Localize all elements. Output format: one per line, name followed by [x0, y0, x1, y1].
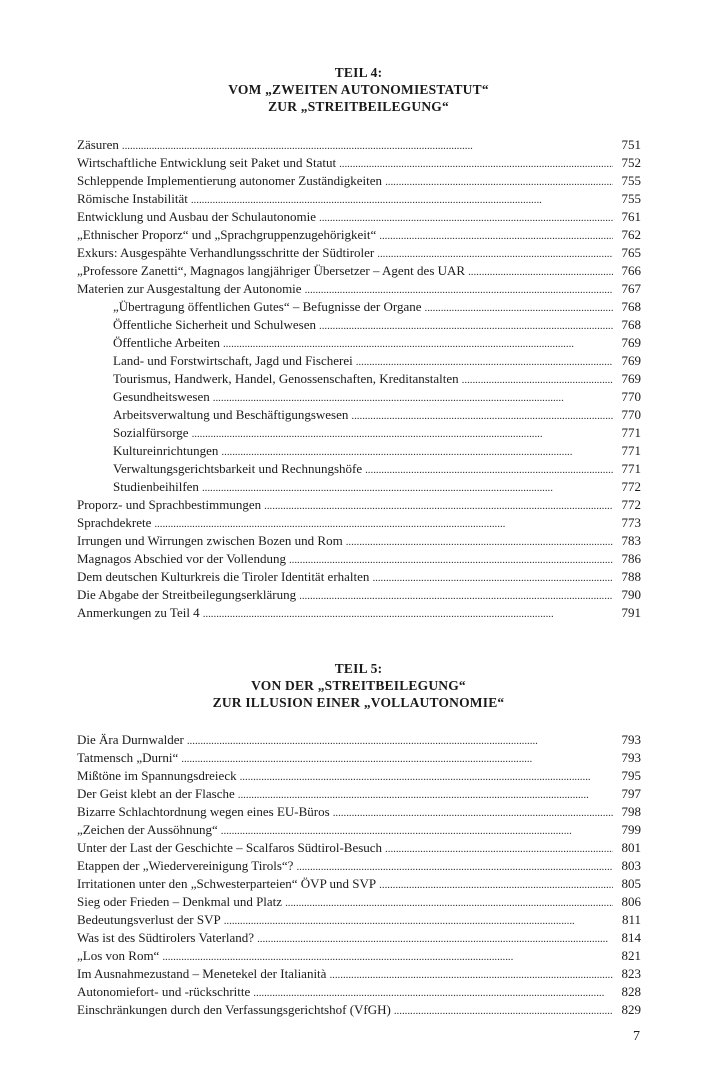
toc-entry — [77, 208, 641, 226]
toc-entry-title: Tourismus, Handwerk, Handel, Genossenschaften, Kreditanstalten — [113, 371, 459, 386]
toc-entry-page: 799 — [621, 822, 641, 837]
toc-entry-title: Etappen der „Wiedervereinigung Tirols“? — [77, 858, 294, 873]
dot-leader — [285, 893, 613, 912]
toc-entry-page: 829 — [621, 1002, 641, 1017]
toc-entry — [77, 767, 641, 785]
dot-leader — [379, 226, 613, 245]
toc-entry — [77, 731, 641, 749]
part4-heading-line: ZUR „STREITBEILEGUNG“ — [268, 99, 449, 114]
dot-leader — [154, 514, 613, 533]
part5-heading-line: TEIL 5: — [334, 661, 383, 676]
toc-entry-page: 814 — [621, 930, 641, 945]
toc-entry-title: Schleppende Implementierung autonomer Zuständigkeiten — [77, 173, 383, 188]
dot-leader — [385, 839, 613, 858]
toc-subentry — [77, 442, 641, 460]
dot-leader — [296, 857, 613, 876]
toc-entry-page: 783 — [621, 533, 641, 548]
dot-leader — [305, 280, 613, 299]
part4-heading-line: TEIL 4: — [334, 65, 383, 80]
toc-entry-page: 771 — [621, 425, 641, 440]
toc-entry — [77, 190, 641, 208]
toc-entry-page: 769 — [621, 335, 641, 350]
toc-entry — [77, 586, 641, 604]
dot-leader — [223, 334, 613, 353]
toc-subentry — [77, 352, 641, 370]
dot-leader — [351, 406, 613, 425]
toc-entry — [77, 821, 641, 839]
dot-leader — [240, 767, 613, 786]
toc-entry — [77, 839, 641, 857]
toc-entry-title: Sozialfürsorge — [113, 425, 189, 440]
toc-entry-title: „Los von Rom“ — [77, 948, 160, 963]
toc-entry-page: 821 — [621, 948, 641, 963]
toc-entry-title: Die Ära Durnwalder — [77, 732, 184, 747]
toc-entry-page: 767 — [621, 281, 641, 296]
toc-entry-title: Exkurs: Ausgespähte Verhandlungsschritte der Südtiroler — [77, 245, 375, 260]
toc-entry — [77, 550, 641, 568]
toc-entry-title: Materien zur Ausgestaltung der Autonomie — [77, 281, 302, 296]
toc-entry — [77, 568, 641, 586]
toc-entry-title: Irritationen unter den „Schwesterparteien“ ÖVP und SVP — [77, 876, 377, 891]
toc-entry-title: Arbeitsverwaltung und Beschäftigungswesen — [113, 407, 349, 422]
toc-entry-title: Autonomiefort- und -rückschritte — [77, 984, 251, 999]
toc-entry-page: 755 — [621, 191, 641, 206]
toc-entry — [77, 154, 641, 172]
part5-heading-line: ZUR ILLUSION EINER „VOLLAUTONOMIE“ — [212, 695, 505, 710]
part4-toc-list — [77, 136, 641, 622]
toc-entry-title: Im Ausnahmezustand – Menetekel der Italianità — [77, 966, 327, 981]
dot-leader — [365, 460, 613, 479]
toc-entry-page: 770 — [621, 389, 641, 404]
toc-entry-title: Verwaltungsgerichtsbarkeit und Rechnungshöfe — [113, 461, 363, 476]
toc-entry-title: „Zeichen der Aussöhnung“ — [77, 822, 218, 837]
toc-entry-title: „Übertragung öffentlichen Gutes“ – Befugnisse der Organe — [113, 299, 422, 314]
toc-entry-title: Magnagos Abschied vor der Vollendung — [77, 551, 286, 566]
toc-entry-page: 770 — [621, 407, 641, 422]
dot-leader — [264, 496, 613, 515]
toc-entry-page: 771 — [621, 461, 641, 476]
toc-entry-page: 766 — [621, 263, 641, 278]
toc-entry-title: Anmerkungen zu Teil 4 — [77, 605, 200, 620]
toc-entry-title: Studienbeihilfen — [113, 479, 199, 494]
dot-leader — [333, 803, 613, 822]
toc-entry-title: Irrungen und Wirrungen zwischen Bozen und Rom — [77, 533, 343, 548]
toc-entry-page: 769 — [621, 371, 641, 386]
toc-entry-page: 793 — [621, 750, 641, 765]
toc-entry-page: 795 — [621, 768, 641, 783]
toc-subentry — [77, 316, 641, 334]
toc-entry — [77, 496, 641, 514]
toc-entry-title: Unter der Last der Geschichte – Scalfaros Südtirol-Besuch — [77, 840, 383, 855]
toc-entry — [77, 136, 641, 154]
toc-entry — [77, 280, 641, 298]
toc-entry-title: Römische Instabilität — [77, 191, 188, 206]
toc-entry — [77, 893, 641, 911]
dot-leader — [356, 352, 613, 371]
toc-entry-page: 798 — [621, 804, 641, 819]
toc-entry-page: 806 — [621, 894, 641, 909]
toc-entry — [77, 604, 641, 622]
part5-toc-list — [77, 731, 641, 1019]
toc-entry-page: 805 — [621, 876, 641, 891]
dot-leader — [224, 911, 613, 930]
toc-entry-page: 761 — [621, 209, 641, 224]
toc-subentry — [77, 388, 641, 406]
dot-leader — [385, 172, 613, 191]
toc-entry — [77, 875, 641, 893]
dot-leader — [203, 604, 613, 623]
toc-subentry — [77, 478, 641, 496]
dot-leader — [253, 983, 613, 1002]
toc-entry-title: „Ethnischer Proporz“ und „Sprachgruppenzugehörigkeit“ — [77, 227, 377, 242]
dot-leader — [377, 244, 613, 263]
toc-entry-page: 765 — [621, 245, 641, 260]
toc-entry-page: 797 — [621, 786, 641, 801]
dot-leader — [468, 262, 613, 281]
toc-subentry — [77, 370, 641, 388]
toc-entry-title: Gesundheitswesen — [113, 389, 210, 404]
toc-entry-title: Bizarre Schlachtordnung wegen eines EU-Büros — [77, 804, 330, 819]
toc-entry-page: 828 — [621, 984, 641, 999]
toc-entry-page: 772 — [621, 497, 641, 512]
dot-leader — [372, 568, 613, 587]
toc-entry-page: 768 — [621, 317, 641, 332]
dot-leader — [213, 388, 613, 407]
dot-leader — [191, 190, 613, 209]
toc-subentry — [77, 334, 641, 352]
toc-entry — [77, 514, 641, 532]
toc-entry-page: 772 — [621, 479, 641, 494]
toc-entry-title: Sieg oder Frieden – Denkmal und Platz — [77, 894, 283, 909]
dot-leader — [181, 749, 613, 768]
toc-entry-page: 755 — [621, 173, 641, 188]
toc-entry-title: Die Abgabe der Streitbeilegungserklärung — [77, 587, 297, 602]
toc-entry-page: 752 — [621, 155, 641, 170]
toc-entry — [77, 244, 641, 262]
part4-heading — [0, 64, 717, 115]
toc-entry — [77, 965, 641, 983]
toc-entry — [77, 983, 641, 1001]
toc-entry-title: Mißtöne im Spannungsdreieck — [77, 768, 237, 783]
toc-entry-page: 769 — [621, 353, 641, 368]
toc-entry-page: 751 — [621, 137, 641, 152]
toc-entry-title: Kultureinrichtungen — [113, 443, 219, 458]
toc-entry-title: „Professore Zanetti“, Magnagos langjähriger Übersetzer – Agent des UAR — [77, 263, 466, 278]
toc-entry-page: 762 — [621, 227, 641, 242]
toc-entry-page: 768 — [621, 299, 641, 314]
toc-entry — [77, 532, 641, 550]
toc-entry — [77, 262, 641, 280]
dot-leader — [187, 731, 613, 750]
toc-entry-page: 790 — [621, 587, 641, 602]
toc-entry-page: 823 — [621, 966, 641, 981]
toc-entry-title: Proporz- und Sprachbestimmungen — [77, 497, 262, 512]
toc-entry — [77, 929, 641, 947]
dot-leader — [289, 550, 613, 569]
toc-entry-title: Zäsuren — [77, 137, 119, 152]
toc-entry-title: Einschränkungen durch den Verfassungsgerichtshof (VfGH) — [77, 1002, 391, 1017]
dot-leader — [202, 478, 613, 497]
page-number: 7 — [633, 1029, 640, 1044]
dot-leader — [394, 1001, 613, 1020]
toc-entry — [77, 226, 641, 244]
toc-entry-page: 786 — [621, 551, 641, 566]
dot-leader — [299, 586, 613, 605]
toc-subentry — [77, 298, 641, 316]
part4-heading-line: VOM „ZWEITEN AUTONOMIESTATUT“ — [228, 82, 489, 97]
dot-leader — [319, 316, 613, 335]
toc-entry — [77, 857, 641, 875]
toc-entry — [77, 803, 641, 821]
toc-entry-page: 773 — [621, 515, 641, 530]
toc-entry-title: Sprachdekrete — [77, 515, 152, 530]
toc-entry-title: Tatmensch „Durni“ — [77, 750, 179, 765]
dot-leader — [346, 532, 613, 551]
dot-leader — [257, 929, 613, 948]
dot-leader — [339, 154, 613, 173]
toc-entry-title: Wirtschaftliche Entwicklung seit Paket und Statut — [77, 155, 337, 170]
toc-entry-page: 791 — [621, 605, 641, 620]
toc-entry-title: Was ist des Südtirolers Vaterland? — [77, 930, 255, 945]
toc-subentry — [77, 406, 641, 424]
dot-leader — [122, 136, 613, 155]
toc-entry — [77, 947, 641, 965]
toc-entry — [77, 785, 641, 803]
toc-entry-title: Bedeutungsverlust der SVP — [77, 912, 221, 927]
toc-entry-page: 771 — [621, 443, 641, 458]
toc-entry-title: Dem deutschen Kulturkreis die Tiroler Identität erhalten — [77, 569, 370, 584]
part5-heading-line: VON DER „STREITBEILEGUNG“ — [251, 678, 466, 693]
toc-subentry — [77, 424, 641, 442]
toc-entry-page: 788 — [621, 569, 641, 584]
toc-entry-page: 803 — [621, 858, 641, 873]
toc-entry-title: Öffentliche Arbeiten — [113, 335, 220, 350]
dot-leader — [192, 424, 613, 443]
toc-entry-page: 801 — [621, 840, 641, 855]
toc-entry — [77, 749, 641, 767]
toc-subentry — [77, 460, 641, 478]
dot-leader — [238, 785, 613, 804]
dot-leader — [425, 298, 613, 317]
dot-leader — [329, 965, 613, 984]
toc-entry-title: Öffentliche Sicherheit und Schulwesen — [113, 317, 317, 332]
toc-entry-title: Der Geist klebt an der Flasche — [77, 786, 235, 801]
dot-leader — [319, 208, 613, 227]
dot-leader — [221, 821, 613, 840]
toc-entry — [77, 172, 641, 190]
dot-leader — [462, 370, 613, 389]
dot-leader — [221, 442, 613, 461]
dot-leader — [162, 947, 613, 966]
toc-entry-title: Entwicklung und Ausbau der Schulautonomie — [77, 209, 317, 224]
toc-entry — [77, 911, 641, 929]
part5-heading — [0, 660, 717, 711]
toc-entry — [77, 1001, 641, 1019]
toc-entry-page: 793 — [621, 732, 641, 747]
dot-leader — [379, 875, 613, 894]
toc-entry-page: 811 — [621, 912, 641, 927]
toc-entry-title: Land- und Forstwirtschaft, Jagd und Fischerei — [113, 353, 353, 368]
